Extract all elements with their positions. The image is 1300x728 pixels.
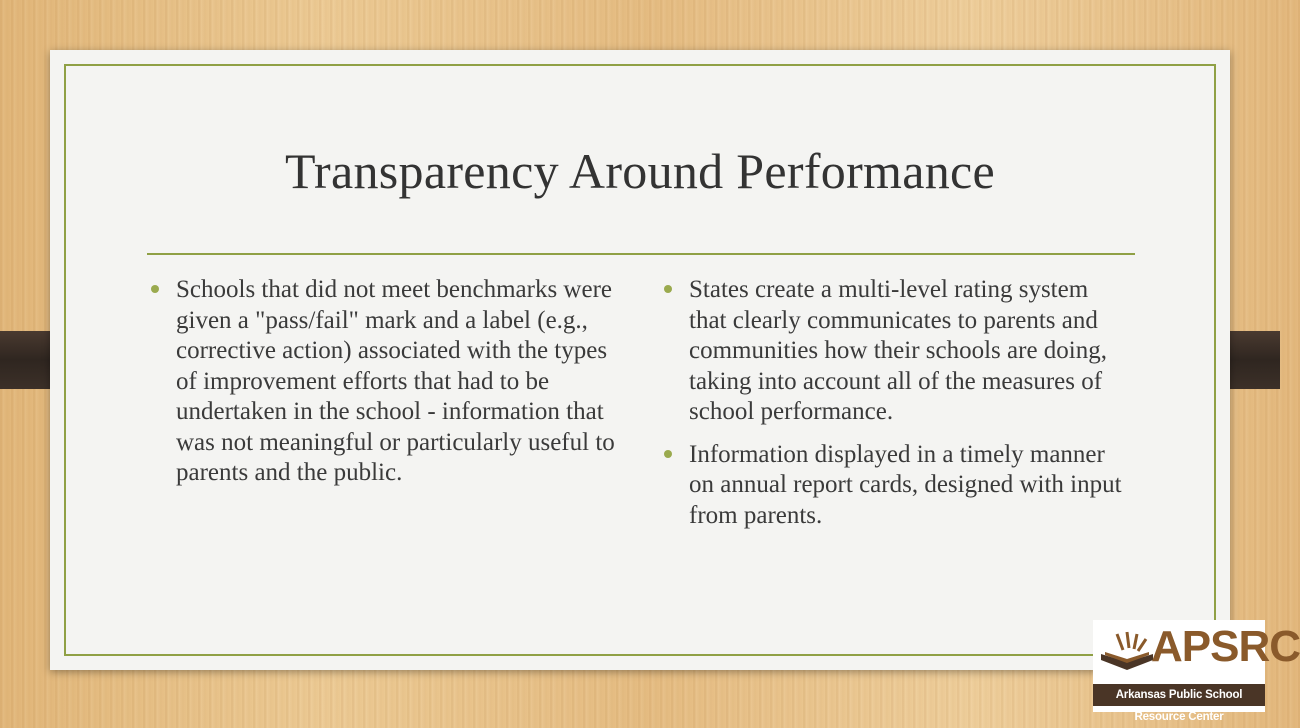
bullet-dot-icon: [664, 285, 672, 293]
slide-title: Transparency Around Performance: [284, 143, 996, 199]
bullet-item: [658, 275, 1128, 428]
right-column: [658, 275, 1128, 543]
bullet-text: States create a multi-level rating system that clearly communicates to parents and communities how their schools are doing, taking into account all of the measures of school performance.: [689, 276, 1107, 425]
bullet-item: [658, 440, 1128, 532]
logo-subtitle: Arkansas Public School Resource Center: [1093, 684, 1265, 706]
bullet-dot-icon: [664, 450, 672, 458]
title-divider: [147, 253, 1135, 255]
logo-wordmark: APSRC: [1151, 622, 1300, 671]
bullet-dot-icon: [151, 285, 159, 293]
bullet-text: Information displayed in a timely manner on annual report cards, designed with input from parents.: [689, 440, 1122, 529]
slide-card: [50, 50, 1230, 670]
bullet-text: Schools that did not meet benchmarks were given a "pass/fail" mark and a label (e.g., corrective action) associated with the types of improvement efforts that had to be undertaken in the school - information that was not meaningful or particularly useful to parents and the public.: [176, 276, 615, 486]
open-book-icon: [1099, 630, 1155, 672]
bullet-item: [145, 275, 615, 489]
left-column: [145, 275, 615, 501]
apsrc-logo: [1093, 620, 1300, 723]
